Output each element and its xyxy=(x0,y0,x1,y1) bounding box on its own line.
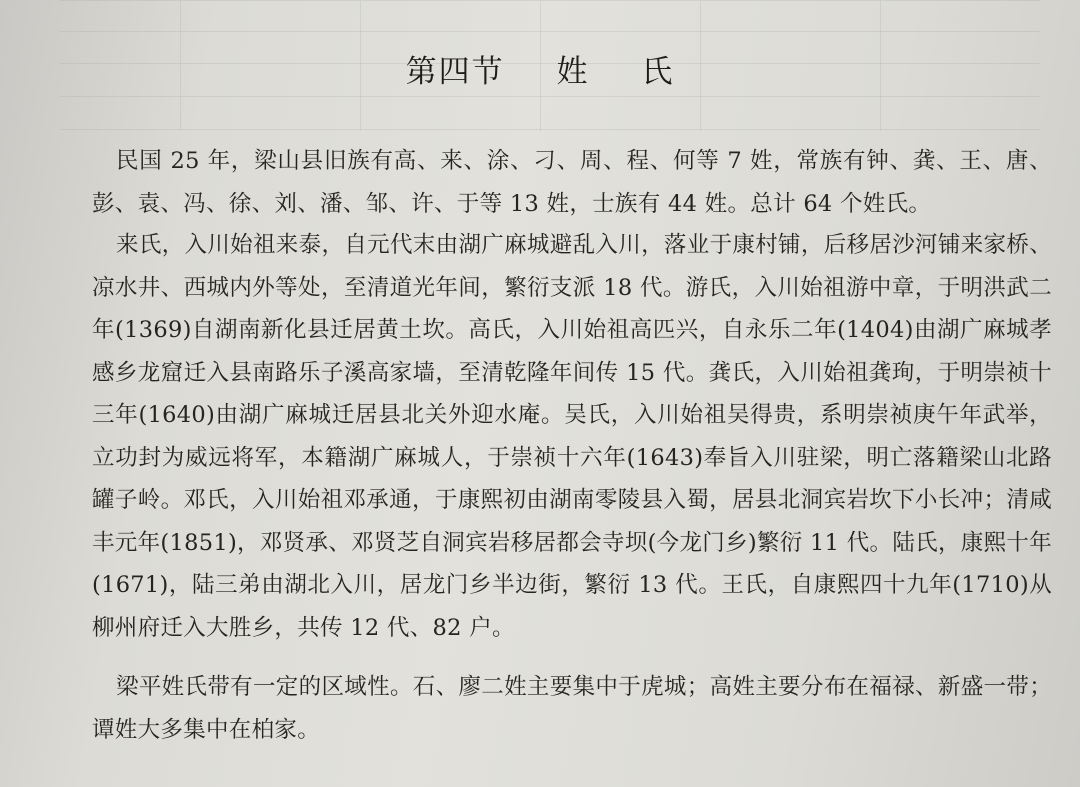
paragraph-surname-overview: 民国 25 年，梁山县旧族有高、来、涂、刁、周、程、何等 7 姓，常族有钟、龚、王、唐、彭、袁、冯、徐、刘、潘、邹、许、于等 13 姓，士族有 44 姓。总计 64 个姓氏。 xyxy=(92,148,1052,217)
paragraph-clan-origins: 来氏，入川始祖来泰，自元代末由湖广麻城避乱入川，落业于康村铺，后移居沙河铺来家桥、凉水井、西城内外等处，至清道光年间，繁衍支派 18 代。游氏，入川始祖游中章，于明洪武二年(1369)自湖南新化县迁居黄土坎。高氏，入川始祖高匹兴，自永乐二年(1404)由湖广麻城孝感乡龙窟迁入县南路乐子溪高家墙，至清乾隆年间传 15 代。龚氏，入川始祖龚珣，于明崇祯十三年(1640)由湖广麻城迁居县北关外迎水庵。吴氏，入川始祖吴得贵，系明崇祯庚午年武举，立功封为威远将军，本籍湖广麻城人，于崇祯十六年(1643)奉旨入川驻梁，明亡落籍梁山北路罐子岭。邓氏，入川始祖邓承通，于康熙初由湖南零陵县入蜀，居县北洞宾岩坎下小长冲；清咸丰元年(1851)，邓贤承、邓贤芝自洞宾岩移居都会寺坝(今龙门乡)繁衍 11 代。陆氏，康熙十年(1671)，陆三弟由湖北入川，居龙门乡半边街，繁衍 13 代。王氏，自康熙四十九年(1710)从柳州府迁入大胜乡，共传 12 代、82 户。 xyxy=(92,232,1052,641)
paragraph-regional-distribution: 梁平姓氏带有一定的区域性。石、廖二姓主要集中于虎城；高姓主要分布在福禄、新盛一带；谭姓大多集中在柏家。 xyxy=(92,674,1052,743)
section-title: 第四节 姓 氏 xyxy=(405,54,675,90)
